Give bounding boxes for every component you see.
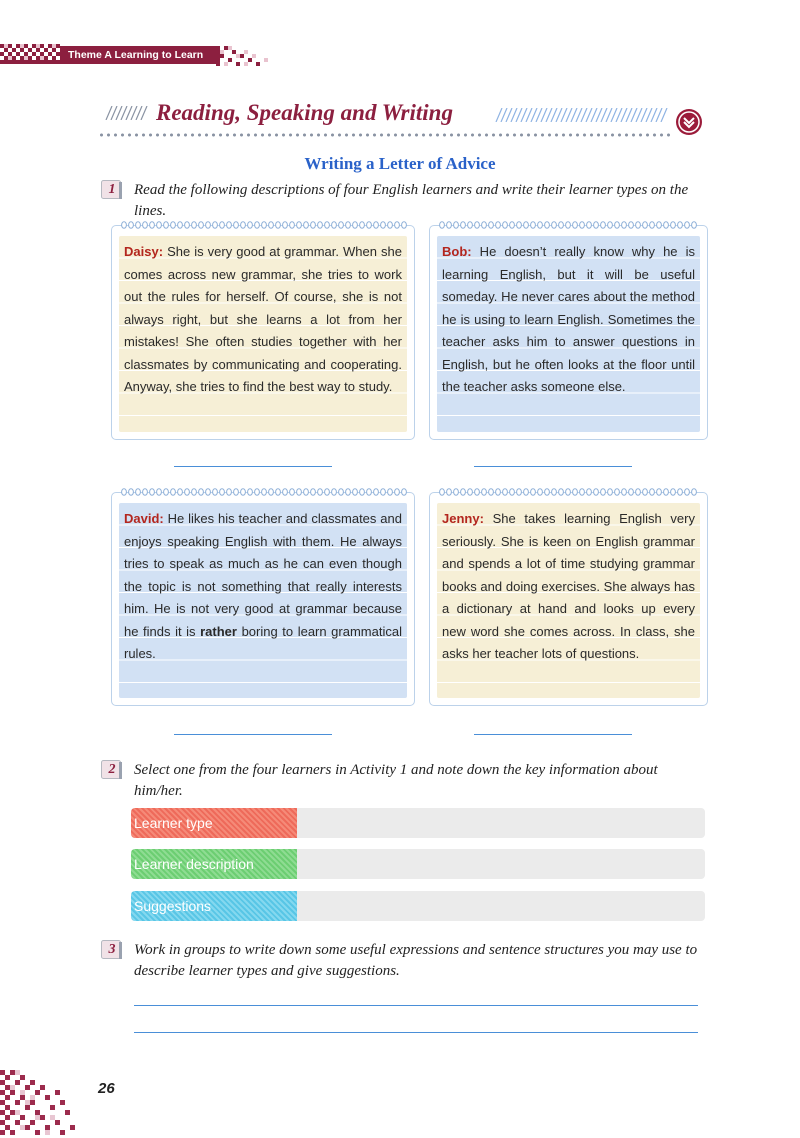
activity-2-number: 2 (108, 762, 116, 777)
learner-name: David: (124, 511, 164, 526)
dotted-divider (98, 133, 670, 137)
activity-2-instruction: Select one from the four learners in Activity 1 and note down the key information about him/her. (134, 762, 658, 799)
learner-card-daisy (111, 225, 415, 440)
section-title: Reading, Speaking and Writing (156, 100, 453, 125)
theme-label: Theme A Learning to Learn (60, 46, 220, 64)
pixel-pattern-decoration-right (216, 44, 276, 68)
learner-name: Daisy: (124, 244, 164, 259)
learner-card-jenny (429, 492, 708, 706)
hatch-decoration-left (104, 106, 150, 120)
card-rings-decoration (438, 487, 701, 497)
activity-3-instruction: Work in groups to write down some useful expressions and sentence structures you may use to describe learner types and give suggestions. (134, 942, 698, 979)
activity-1-number: 1 (108, 182, 116, 197)
row-label: Learner description (131, 849, 297, 879)
card-rings-decoration (438, 220, 701, 230)
subtitle: Writing a Letter of Advice (304, 154, 496, 173)
learner-name: Jenny: (442, 511, 484, 526)
answer-line-daisy[interactable] (174, 466, 332, 467)
learner-card-david (111, 492, 415, 706)
learner-name: Bob: (442, 244, 472, 259)
learner-description-part2: boring to learn grammatical rules. (124, 623, 402, 661)
writing-line[interactable] (134, 1005, 698, 1006)
learner-description: She takes learning English very seriously. She is keen on English grammar and spends a lot of time studying grammar books and doing exercises. She always has a dictionary at hand and looks up every new word she comes across. In class, she asks her teacher lots of questions. (442, 511, 695, 661)
page-number: 26 (98, 1080, 115, 1097)
answer-line-bob[interactable] (474, 466, 632, 467)
hatch-decoration-right (494, 108, 670, 122)
pixel-pattern-decoration-bottom (0, 1066, 92, 1138)
learner-description: He doesn’t really know why he is learning English, but it will be useful someday. He never cares about the method he is using to learn English. Sometimes the teacher asks him to answer questions in English, but he often looks at the floor until the teacher asks someone else. (442, 244, 695, 394)
note-row-learner-description[interactable] (131, 849, 705, 879)
pixel-pattern-decoration (0, 44, 64, 66)
activity-1-instruction: Read the following descriptions of four English learners and write their learner types on the lines. (134, 182, 689, 219)
learner-description: She is very good at grammar. When she comes across new grammar, she tries to work out the rules for herself. Of course, she is not always right, but she learns a lot from her mistakes! She often studies together with her classmates by communicating and cooperating. Anyway, she tries to find the best way to study. (124, 244, 402, 394)
writing-line[interactable] (134, 1032, 698, 1033)
chevron-down-circle-icon[interactable] (675, 108, 703, 136)
answer-line-jenny[interactable] (474, 734, 632, 735)
card-rings-decoration (120, 220, 408, 230)
bold-word: rather (200, 623, 237, 639)
learner-description-part1: He likes his teacher and classmates and enjoys speaking English with them. He always tries to speak as much as he can even though the topic is not something that really interests him. He is not very good at grammar because he finds it is (124, 511, 402, 639)
answer-line-david[interactable] (174, 734, 332, 735)
note-row-suggestions[interactable] (131, 891, 705, 921)
card-rings-decoration (120, 487, 408, 497)
row-label: Learner type (131, 808, 297, 838)
row-label: Suggestions (131, 891, 297, 921)
activity-3-number: 3 (108, 942, 116, 957)
note-row-learner-type[interactable] (131, 808, 705, 838)
learner-card-bob (429, 225, 708, 440)
